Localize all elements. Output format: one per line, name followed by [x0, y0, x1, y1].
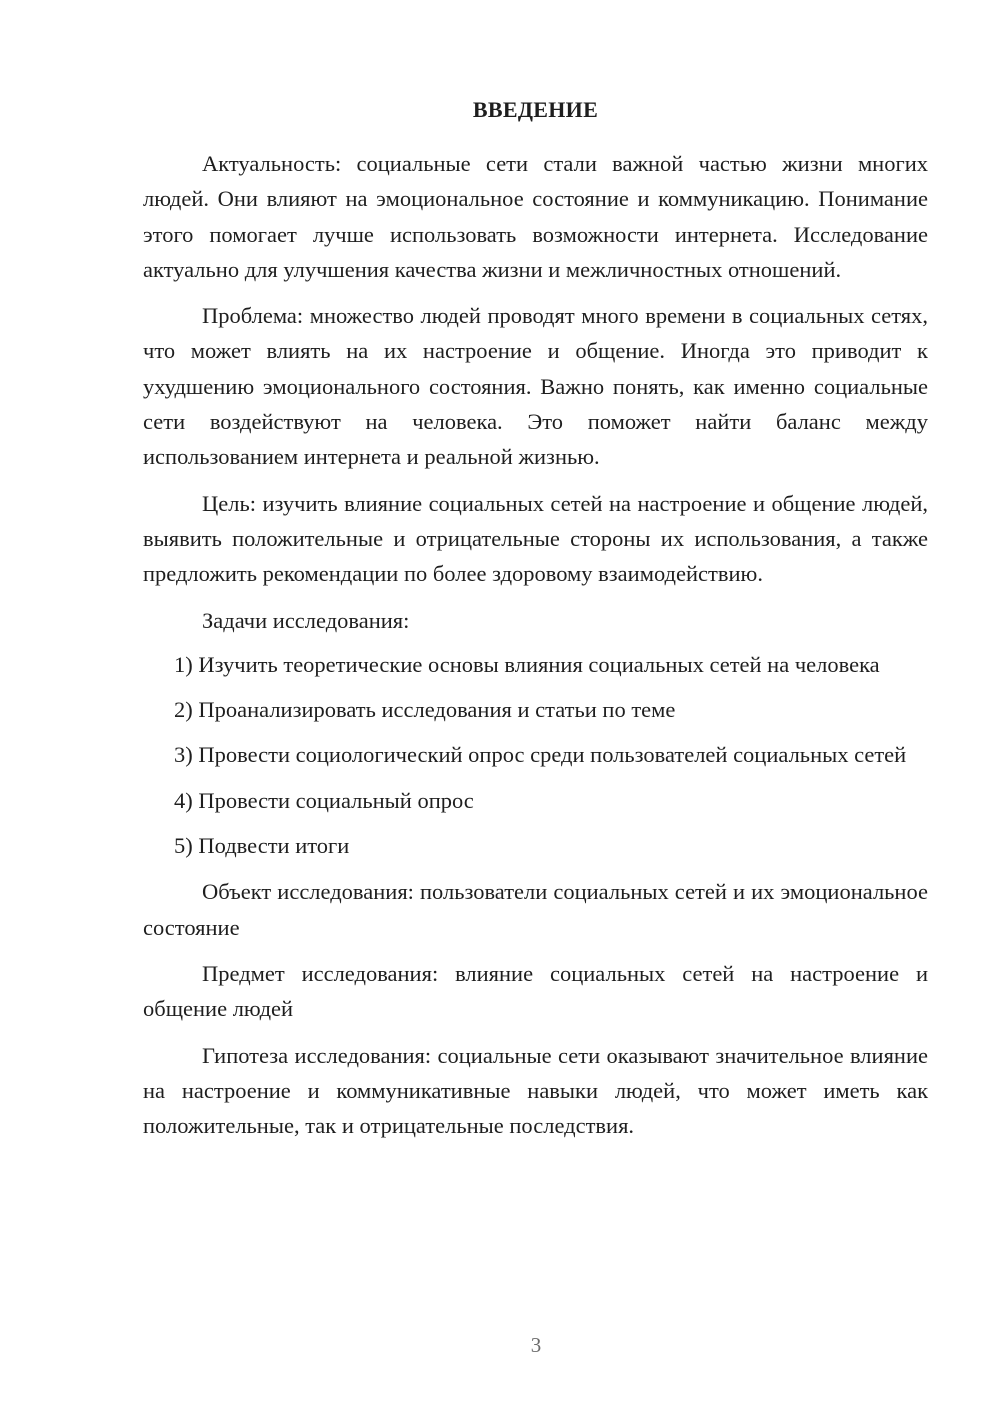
list-item-task-4: 4) Провести социальный опрос — [174, 787, 474, 813]
paragraph-problem: Проблема: множество людей проводят много времени в социальных сетях, что может влиять на их настроение и общение. Иногда это приводит к ухудшению эмоционального состояния. Важно понять, как именно социальные сети воздействуют на человека. Это поможет найти баланс между использованием интернета и реальной жизнью. — [143, 303, 928, 470]
paragraph-relevance: Актуальность: социальные сети стали важной частью жизни многих людей. Они влияют на эмоциональное состояние и коммуникацию. Понимание этого помогает лучше использовать возможности интернета. Исследование актуально для улучшения качества жизни и межличностных отношений. — [143, 151, 928, 282]
list-item-task-1: 1) Изучить теоретические основы влияния социальных сетей на человека — [174, 651, 880, 677]
paragraph-goal: Цель: изучить влияние социальных сетей на настроение и общение людей, выявить положительные и отрицательные стороны их использования, а также предложить рекомендации по более здоровому взаимодействию. — [143, 490, 928, 587]
list-item-task-2: 2) Проанализировать исследования и статьи по теме — [174, 697, 676, 723]
page-content — [143, 96, 928, 1143]
tasks-list — [143, 647, 928, 863]
paragraph-subject: Предмет исследования: влияние социальных сетей на настроение и общение людей — [143, 960, 928, 1022]
tasks-heading: Задачи исследования: — [202, 607, 410, 633]
list-item-task-5: 5) Подвести итоги — [174, 833, 350, 859]
page-number: 3 — [530, 1333, 542, 1357]
paragraph-hypothesis: Гипотеза исследования: социальные сети оказывают значительное влияние на настроение и коммуникативные навыки людей, что может иметь как положительные, так и отрицательные последствия. — [143, 1042, 928, 1139]
list-item-task-3: 3) Провести социологический опрос среди пользователей социальных сетей — [174, 742, 907, 768]
paragraph-object: Объект исследования: пользователи социальных сетей и их эмоциональное состояние — [143, 879, 928, 940]
page-title: ВВЕДЕНИЕ — [472, 97, 599, 122]
